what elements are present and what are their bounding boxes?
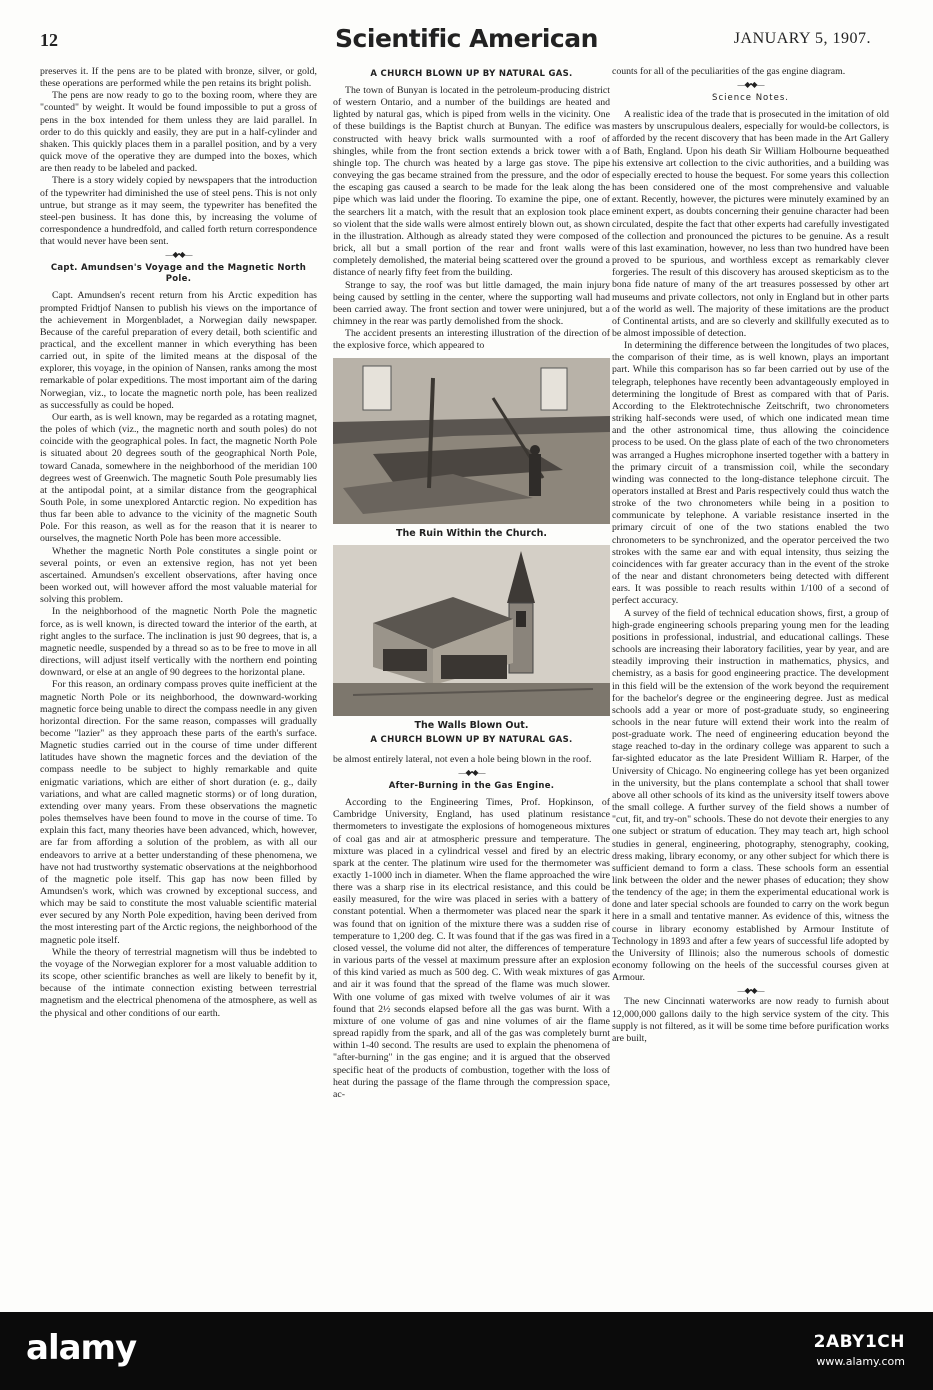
divider-ornament: —◆•◆—: [165, 250, 192, 260]
alamy-logo: alamy: [26, 1328, 137, 1368]
paragraph: A realistic idea of the trade that is prosecuted in the imitation of old masters by unscrupulous dealers, especially for would-be collectors, is afforded by the recent discovery that has been made in the Art Gallery of Bath, England. Upon his death Sir William Holbourne bequeathed his extensive art collection to the civic authorities, and a building was especially erected to house the bequest. For some years this collection has been considered one of the most comprehensive and valuable extant. Recently, however, the pictures were minutely examined by an eminent expert, as doubts concerning their genuine character had been circulated, despite the fact that other experts had carefully investigated the collection and pronounced the pictures to be genuine. As a result of this last examination, however, no less than two hundred have been proved to be spurious, and worthless except as remarkably clever forgeries. The result of this discovery has aroused skepticism as to the bona fide nature of many of the art treasures possessed by other art museums and private collectors, not only in England but in other parts of the world as well. The majority of these imitations are the product of Continental artists, and are so cleverly and skillfully executed as to be almost impossible of detection.: [612, 109, 889, 339]
paragraph: Our earth, as is well known, may be regarded as a rotating magnet, the poles of which (viz., the magnetic north and south poles) do not coincide with the geographical poles. In fact, the magnetic North Pole is situated about 20 degrees south of the geographical North Pole, toward Canada, somewhere in the neighborhood of the meridian 100 degrees west of Greenwich. The magnetic South Pole presumably lies at the antipodal point, at a similar distance from the geographical South Pole, in some unexplored Antarctic region. No expedition has thus far been able to advance to the vicinity of the magnetic South Pole. For this reason, as well as for the reason that it is nearer to ourselves, the magnetic North Pole has been more accessible.: [40, 411, 317, 545]
divider-ornament: —◆•◆—: [458, 768, 485, 778]
church-exterior-photo: [333, 545, 610, 716]
paragraph: The pens are now ready to go to the boxing room, where they are "counted" by weight. It would be found impossible to put a gross of pens in the box intended for them unless they are laid parallel. In order to do this quickly and easily, they are put in a half-cylinder and shaken. This quickly places them in a parallel position, and by a very quick move of the operative they are dumped into the boxes, which are then ready to be labeled and packed.: [40, 90, 317, 175]
paragraph: In the neighborhood of the magnetic North Pole the magnetic force, as is well known, is directed toward the interior of the earth, at right angles to the surface. The inclination is just 90 degrees, that is, a magnetic needle, suspended by a thread so as to be free to move in all directions, will adjust itself vertically with the northern end pointing downward, or else at an angle of 90 degrees to the horizontal plane.: [40, 606, 317, 679]
publication-title: Scientific American: [335, 24, 598, 53]
image-id-block: [814, 1332, 905, 1368]
paragraph: A survey of the field of technical education shows, first, a group of high-grade engineering schools preparing young men for the leading positions in professional, industrial, and educational callings. These schools are increasing their laboratory facilities, year by year, and are steadily improving their instruction in mathematics, physics, and chemistry, as a basis for good engineering practice. The development in this field will be the extension of the work beyond the requirement for the bachelor's degree or the engineering degree. Just as medical schools add a year or more of post-graduate study, so engineering schools in the near future will extend their work into the realm of post-graduate work. The need of engineering education beyond the stage reached to-day in the ordinary college was apparent to such a far-sighted educator as the late President William R. Harper, of the University of Chicago. No engineering college has yet been organized in the university, but the plans contemplate a school that shall tower above all other schools of its kind as the university itself towers above the small college. A further survey of the field shows a number of "cut, fit, and try-on" schools. These do not devote their energies to any one subject or stratum of education. They may teach art, high school studies in general, engineering, photography, stenography, cooking, dress making, library economy, or any other subject for which there is sufficient demand to form a class. These schools form an essential link between the older and the newer phases of education; they show the tendency of the age; in them the experimental educational work is done and later special schools are founded to carry on the work begun here in a small and tentative manner. As evidence of this, witness the course in library economy established by Armour Institute of Technology in 1893 and after a few years of successful life adopted by the University of Illinois; also the numerous schools of domestic economy following on the heels of the successful courses given at Armour.: [612, 607, 889, 984]
paragraph: Capt. Amundsen's recent return from his Arctic expedition has prompted Fridtjof Nansen to publish his views on the importance of the achievement in Morgenbladet, a Norwegian daily newspaper. Because of the careful preparation of every detail, both scientific and practical, and the excellent manner in which everything has been carried out, in spite of the limited means at the disposal of the explorer, this voyage, in the opinion of Nansen, ranks among the most remarkable of polar expeditions. The most important aim of the daring Norwegian, viz., to locate the magnetic north pole, has been realized as successfully as could be hoped.: [40, 290, 317, 411]
paragraph: be almost entirely lateral, not even a hole being blown in the roof.: [333, 753, 592, 765]
paragraph: The accident presents an interesting illustration of the direction of the explosive force, which appeared to: [333, 328, 610, 352]
photo-caption: The Ruin Within the Church.: [395, 528, 547, 540]
figure-title: A CHURCH BLOWN UP BY NATURAL GAS.: [370, 734, 573, 745]
paragraph: Whether the magnetic North Pole constitutes a single point or several points, or even an extensive region, has not yet been ascertained. Amundsen's excellent observations, after having once been worked out, will however afford the most valuable material for solving this problem.: [40, 545, 317, 606]
paragraph: There is a story widely copied by newspapers that the introduction of the typewriter had diminished the use of steel pens. This is not only untrue, but strange as it may seem, the typewriter has benefited the steel-pen business. It has done this, by increasing the volume of correspondence a hundredfold, and called forth return correspondence that would never have been sent.: [40, 175, 317, 248]
source-url: www.alamy.com: [816, 1355, 905, 1368]
issue-date: JANUARY 5, 1907.: [733, 30, 871, 47]
paragraph: While the theory of terrestrial magnetism will thus be indebted to the voyage of the Norwegian explorer for a most valuable addition to its scope, other scientific branches as well are likely to benefit by it, because of the intimate connection existing between terrestrial magnetism and the electrical phenomena of the atmosphere, as well as the physical and other conditions of our earth.: [40, 946, 317, 1019]
article-heading: Capt. Amundsen's Voyage and the Magnetic North Pole.: [50, 263, 307, 285]
paragraph: For this reason, an ordinary compass proves quite inefficient at the magnetic North Pole or its neighborhood, the downward-working magnetic force being unable to direct the compass needle in any given horizontal direction. For the same reason, compasses will gradually become "lazier" as they approach these parts of the earth's surface. Magnetic studies carried out in the course of time under different latitudes have shown the magnetic forces and the deviation of the compass needle to be subject to highly remarkable and quite enigmatic variations, which are either of short duration (e. g., daily variations, and what are called magnetic storms) or of long duration, extending over many years. From these observations the magnetic poles themselves have been found to move in the course of time. To explain this fact, many theories have been advanced, which, however, are far from affording a solution of the problem, as with all our endeavors to arrive at a better understanding of these phenomena, we have not had trustworthy systematic observations at the neighborhood of the magnetic pole itself. This gap has now been filled by Amundsen's work, which was crowned by exceptional success, and which may be said to constitute the most valuable scientific material ever secured by any North Pole expedition, having been derived from the most interesting part of the Arctic regions, the neighborhood of the magnetic pole itself.: [40, 679, 317, 946]
article-heading: Science Notes.: [712, 93, 789, 104]
stock-footer-bar: [0, 1312, 933, 1390]
image-id: 2ABY1CH: [813, 1332, 905, 1352]
divider-ornament: —◆•◆—: [737, 80, 764, 90]
paragraph: counts for all of the peculiarities of the gas engine diagram.: [612, 66, 846, 77]
paragraph: preserves it. If the pens are to be plated with bronze, silver, or gold, these operations are performed while the pen retains its bright polish.: [40, 66, 317, 90]
photo-caption: The Walls Blown Out.: [414, 719, 529, 731]
article-heading: A CHURCH BLOWN UP BY NATURAL GAS.: [370, 69, 573, 79]
article-heading: After-Burning in the Gas Engine.: [388, 781, 555, 792]
paragraph: According to the Engineering Times, Prof. Hopkinson, of Cambridge University, England, has used platinum resistance thermometers to investigate the explosions of homogeneous mixtures of coal gas and air at atmospheric pressure and temperature. The mixture was placed in a cylindrical vessel and fired by an electric spark at the center. The platinum wire used for the thermometer was exactly 1-1000 inch in diameter. When the flame approached the wire there was a sharp rise in its electrical resistance, and this could be easily measured, for the wire was placed in series with a battery of constant potential. When a thermometer was placed near the spark it was found that on ignition of the mixture there was a sudden rise of temperature to 1,200 deg. C. It was found that if the gas was fired in a closed vessel, the volume did not alter, the differences of temperature in various parts of the vessel at maximum pressure after an explosion of this kind varied as much as 500 deg. C. With weak mixtures of gas and air it was found that the spread of the flame was much slower. With one volume of gas mixed with twelve volumes of air it was found that 2½ seconds elapsed before all the gas was burnt. With a mixture of one volume of gas and nine volumes of air the flame spread rapidly from the spark, and all of the gas was completely burnt within 1-40 second. The results are used to explain the phenomena of "after-burning" in the gas engine; and it is argued that the observed specific heat of the products of combustion, together with the loss of heat during the passage of the flame through the compression space, ac-: [333, 797, 610, 1100]
column-3: [612, 66, 889, 1045]
column-1: [40, 66, 317, 1020]
paragraph: The town of Bunyan is located in the petroleum-producing district of western Ontario, and a number of the buildings are heated and lighted by natural gas, which is piped from wells in the vicinity. One of these buildings is the Baptist church at Bunyan. The edifice was constructed with heavy brick walls surmounted with a roof of shingles, while from the front section extends a brick tower with a shingle top. The church was heated by a large gas stove. The pipe conveying the gas became strained from the pressure, and the odor of the escaping gas caused a search to be made for the leak along the pipe which was laid under the flooring. To examine the pipe, one of the searchers lit a match, with the result that an explosion took place so violent that the side walls were almost entirely blown out, as shown in the illustration. Although as already stated they were composed of brick, all but a small portion of the rear and front walls were completely demolished, the material being scattered over the ground a distance of nearly fifty feet from the building.: [333, 85, 610, 279]
divider-ornament: —◆•◆—: [737, 986, 764, 996]
church-ruin-illustration: [333, 358, 610, 524]
church-exterior-illustration: [333, 545, 610, 716]
paragraph: The new Cincinnati waterworks are now ready to furnish about 12,000,000 gallons daily to the high service system of the city. This supply is not filtered, as it will be some time before purification works are built,: [612, 996, 889, 1044]
paragraph: Strange to say, the roof was but little damaged, the main injury being caused by settling in the center, where the supporting wall had been carried away. The front section and tower were uninjured, but a chimney in the rear was partly demolished from the shock.: [333, 279, 610, 327]
page-number: 12: [40, 30, 58, 50]
column-2: [333, 66, 610, 1101]
church-ruin-photo: [333, 358, 610, 524]
paragraph: In determining the difference between the longitudes of two places, the comparison of their time, as is well known, plays an important part. While this comparison has so far been carried out by use of the telegraph, telephones have recently been advantageously employed in determining the longitude of Brest as compared with that of Paris. According to the Elektrotechnische Zeitschrift, two chronometers striking half-seconds were used, of which one indicated mean time and the other astronomical time, thus allowing the coincidence process to be used. On the glass plate of each of the two chronometers was arranged a Hughes microphone inserted together with a battery in the primary circuit of a transmission coil, while the secondary winding was connected to the long-distance telephone circuit. The operators installed at Brest and Paris respectively could thus watch the stroke of the two chronometers while being in a position to communicate by telephone. A variable resistance inserted in the primary circuit of one of the two stations enabled the two chronometers to be synchronized, and the operator perceived the two strokes with the same ear and with equal intensity, thus seizing the coincidences with far greater accuracy than in the event of the stroke of the near and distant chronometers being detected with different ears. It was possible to reach results within 1/100 of a second of perfect accuracy.: [612, 340, 889, 607]
